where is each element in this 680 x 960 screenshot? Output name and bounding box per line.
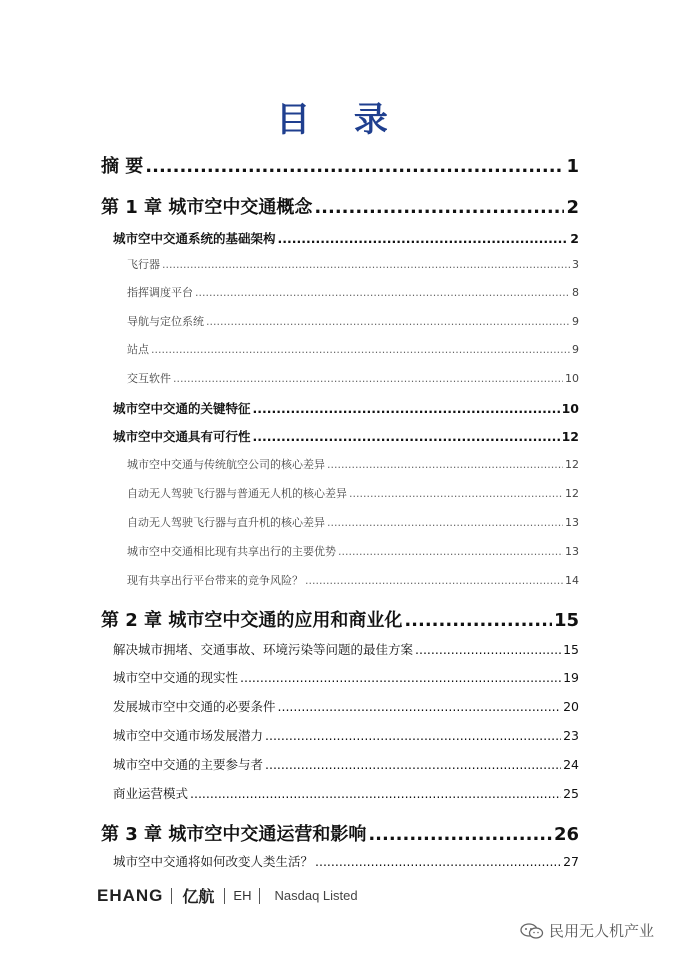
dot-leader	[314, 197, 564, 218]
dot-leader	[404, 610, 552, 631]
toc-entry-title: 摘 要	[101, 156, 144, 177]
dot-leader	[278, 231, 569, 246]
divider	[224, 888, 225, 904]
toc-entry-page: 9	[572, 315, 579, 328]
toc-entry-page: 26	[553, 824, 579, 845]
dot-leader	[195, 286, 570, 299]
toc-entry-title: 城市空中交通具有可行性	[113, 429, 251, 444]
toc-entry[interactable]	[127, 485, 579, 501]
dot-leader	[253, 401, 560, 416]
toc-entry-page: 23	[563, 728, 579, 743]
dot-leader	[206, 315, 570, 328]
toc-entry[interactable]	[127, 370, 579, 386]
toc-entry-title: 现有共享出行平台带来的竞争风险？	[127, 574, 303, 587]
toc-entry-title: 第 3 章 城市空中交通运营和影响	[101, 824, 367, 845]
wechat-icon	[520, 923, 544, 939]
toc-entry-page: 24	[563, 757, 579, 772]
dot-leader	[278, 699, 562, 714]
dot-leader	[349, 487, 563, 500]
toc-entry-title: 城市空中交通市场发展潜力	[113, 728, 264, 743]
toc-entry-title: 导航与定位系统	[127, 315, 204, 328]
toc-entry-page: 20	[563, 699, 579, 714]
toc-entry[interactable]	[101, 152, 579, 178]
dot-leader	[151, 343, 570, 356]
brand-logo: EHANG	[97, 885, 164, 905]
dot-leader	[327, 458, 563, 471]
toc-entry[interactable]	[101, 193, 579, 219]
dot-leader	[327, 516, 563, 529]
listed-label: Nasdaq Listed	[274, 888, 358, 903]
dot-leader	[415, 642, 561, 657]
toc-entry[interactable]	[127, 284, 579, 300]
toc-entry-title: 城市空中交通相比现有共享出行的主要优势	[127, 545, 336, 558]
toc-entry-title: 第 2 章 城市空中交通的应用和商业化	[101, 610, 403, 631]
page-title: 目 录	[276, 100, 404, 140]
dot-leader	[338, 545, 563, 558]
dot-leader	[240, 670, 561, 685]
toc-entry-title: 指挥调度平台	[127, 286, 193, 299]
toc-entry[interactable]	[113, 726, 579, 744]
toc-entry-page: 15	[553, 610, 579, 631]
toc-entry-title: 交互软件	[127, 372, 171, 385]
toc-entry-title: 站点	[127, 343, 149, 356]
dot-leader	[145, 156, 564, 177]
toc-entry-title: 第 1 章 城市空中交通概念	[101, 197, 313, 218]
toc-entry-title: 发展城市空中交通的必要条件	[113, 699, 276, 714]
toc-entry[interactable]	[127, 456, 579, 472]
brand-logo-cn: 亿航	[182, 889, 215, 906]
watermark-text: 民用无人机产业	[548, 922, 654, 940]
toc-entry-page: 10	[565, 372, 579, 385]
toc-entry[interactable]	[127, 341, 579, 357]
toc-entry[interactable]	[127, 256, 579, 272]
toc-entry-title: 城市空中交通将如何改变人类生活？	[113, 854, 314, 869]
toc-entry-page: 3	[572, 258, 579, 271]
toc-entry[interactable]	[113, 427, 579, 445]
toc-entry[interactable]	[113, 755, 579, 773]
toc-entry[interactable]	[127, 572, 579, 588]
toc-entry-page: 2	[566, 197, 579, 218]
toc-entry-page: 8	[572, 286, 579, 299]
toc-entry[interactable]	[113, 399, 579, 417]
toc-entry-page: 2	[570, 231, 579, 246]
toc-entry-page: 12	[561, 429, 579, 444]
toc-entry-page: 27	[563, 854, 579, 869]
toc-entry-page: 9	[572, 343, 579, 356]
divider	[259, 888, 260, 904]
toc-entry-page: 10	[561, 401, 579, 416]
footer-logo	[97, 884, 358, 907]
dot-leader	[265, 757, 561, 772]
toc-entry-page: 12	[565, 487, 579, 500]
toc-entry-title: 解决城市拥堵、交通事故、环境污染等问题的最佳方案	[113, 642, 414, 657]
toc-entry-title: 城市空中交通与传统航空公司的核心差异	[127, 458, 325, 471]
toc-entry[interactable]	[113, 697, 579, 715]
toc-entry[interactable]	[101, 820, 579, 846]
divider	[171, 888, 172, 904]
toc-entry-title: 商业运营模式	[113, 786, 189, 801]
toc-entry-title: 城市空中交通的现实性	[113, 670, 239, 685]
toc-entry-title: 飞行器	[127, 258, 160, 271]
dot-leader	[253, 429, 560, 444]
dot-leader	[173, 372, 563, 385]
ticker-symbol: EH	[233, 888, 252, 903]
toc-entry[interactable]	[127, 313, 579, 329]
toc-entry[interactable]	[113, 852, 579, 870]
toc-entry[interactable]	[113, 668, 579, 686]
toc-entry-page: 13	[565, 545, 579, 558]
toc-entry-title: 城市空中交通系统的基础架构	[113, 231, 276, 246]
toc-entry-page: 25	[563, 786, 579, 801]
toc-entry-page: 14	[565, 574, 579, 587]
toc-entry[interactable]	[101, 606, 579, 632]
toc-entry-title: 自动无人驾驶飞行器与普通无人机的核心差异	[127, 487, 347, 500]
dot-leader	[315, 854, 561, 869]
dot-leader	[162, 258, 570, 271]
dot-leader	[368, 824, 552, 845]
toc-entry[interactable]	[127, 514, 579, 530]
toc-entry[interactable]	[113, 784, 579, 802]
toc-entry-title: 城市空中交通的主要参与者	[113, 757, 264, 772]
watermark	[520, 920, 654, 941]
toc-entry-page: 19	[563, 670, 579, 685]
dot-leader	[265, 728, 561, 743]
dot-leader	[190, 786, 561, 801]
toc-entry[interactable]	[113, 640, 579, 658]
toc-entry-page: 12	[565, 458, 579, 471]
dot-leader	[305, 574, 563, 587]
toc-entry[interactable]	[127, 543, 579, 559]
toc-entry-title: 自动无人驾驶飞行器与直升机的核心差异	[127, 516, 325, 529]
toc-entry[interactable]	[113, 229, 579, 247]
toc-entry-page: 1	[566, 156, 579, 177]
toc-entry-page: 15	[563, 642, 579, 657]
toc-entry-title: 城市空中交通的关键特征	[113, 401, 251, 416]
toc-entry-page: 13	[565, 516, 579, 529]
